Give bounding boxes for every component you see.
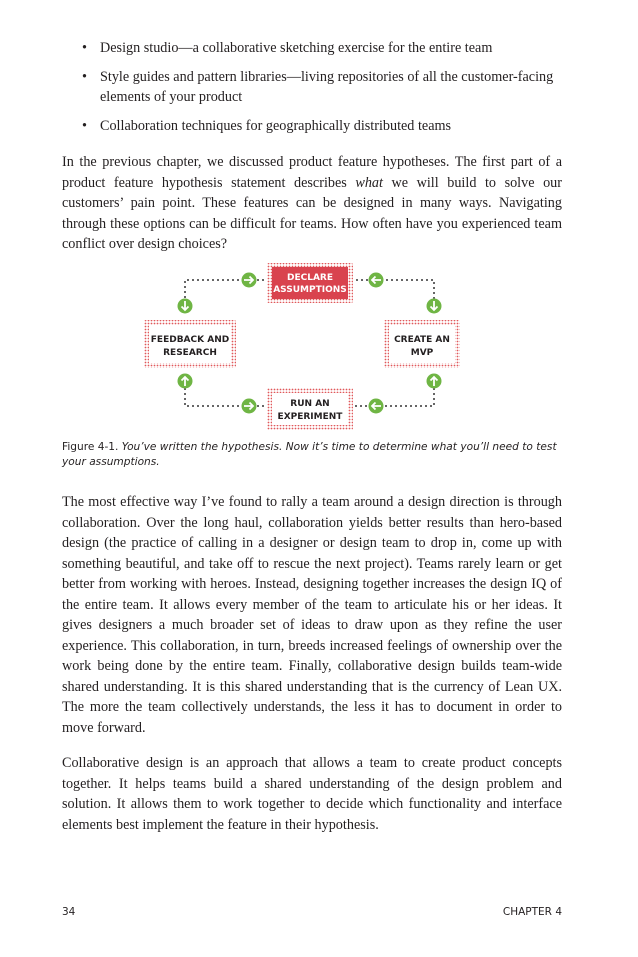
bullet-item	[62, 116, 562, 137]
paragraph-text: Collaborative design is an approach that allows a team to create product concepts together. It helps teams build a shared understanding of the design problem and solution. It allows them to work together to decide which functionality and interface elements best implement the feature in their hypothesis.	[62, 755, 562, 833]
create-line-2: MVP	[410, 348, 434, 358]
intro-text-start: In the previous chapter, we discussed product feature hypotheses. The first part of a product feature hypothesis statement describes	[62, 154, 562, 191]
bullet-text: Design studio—a collaborative sketching exercise for the entire team	[100, 40, 493, 56]
run-line-2: EXPERIMENT	[277, 412, 343, 422]
declare-line-1: DECLARE	[286, 273, 334, 283]
intro-emphasis: what	[355, 174, 383, 191]
arrow-up-icon	[178, 374, 193, 389]
arrow-left-icon	[369, 273, 384, 288]
figure-caption	[62, 440, 562, 470]
bullet-text: Style guides and pattern libraries—living repositories of all the customer-facing elements of your product	[100, 68, 554, 105]
feedback-line-2: RESEARCH	[163, 348, 217, 358]
collaboration-paragraph	[62, 492, 562, 738]
arrow-up-icon	[427, 374, 442, 389]
declare-line-2: ASSUMPTIONS	[273, 285, 347, 295]
create-line-1: CREATE AN	[394, 335, 450, 345]
bullet-item	[62, 38, 562, 59]
collaborative-design-paragraph	[62, 753, 562, 835]
arrow-right-icon	[242, 399, 257, 414]
intro-text-end: we will build to solve our customers’ pain point. These features can be designed in many ways. Navigating through these options can be difficult for teams. How often have you experienced team conflict over design choices?	[62, 174, 562, 252]
arrow-right-icon	[242, 273, 257, 288]
bullet-dot: •	[82, 40, 87, 56]
caption-label: Figure 4-1.	[62, 441, 119, 453]
chapter-label: CHAPTER 4	[502, 906, 562, 918]
arrow-down-icon	[178, 299, 193, 314]
run-line-1: RUN AN	[290, 399, 330, 409]
feedback-research-box	[144, 320, 236, 368]
lean-ux-cycle-figure	[138, 262, 462, 432]
bullet-item	[62, 67, 562, 108]
arrow-left-icon	[369, 399, 384, 414]
feedback-line-1: FEEDBACK AND	[150, 335, 230, 345]
declare-assumptions-box	[267, 263, 353, 303]
paragraph-text: The most effective way I’ve found to rally a team around a design direction is through collaboration. Over the long haul, collaboration yields better results than hero-based design (the practice of calling in a designer or design team to drop in, come up with something beautiful, and take off to rescue the next project). Teams rarely learn or get better from working with heroes. Instead, designing together increases the design IQ of the entire team. It allows every member of the team to articulate his or her ideas. It gives designers a much broader set of ideas to draw upon as they refine the user experience. This collaboration, in turn, breeds increased feelings of ownership over the work being done by the entire team. Finally, collaborative design builds team-wide shared understanding. It is this shared understanding that is the currency of Lean UX. The more the team collectively understands, the less it has to document in order to move forward.	[62, 494, 562, 736]
bullet-text: Collaboration techniques for geographically distributed teams	[100, 117, 452, 134]
caption-text: You’ve written the hypothesis. Now it’s time to determine what you’ll need to test your assumptions.	[62, 441, 557, 468]
bullet-dot: •	[82, 68, 87, 85]
bullet-list	[62, 38, 562, 144]
page-number: 34	[62, 906, 76, 918]
arrow-down-icon	[427, 299, 442, 314]
create-mvp-box	[384, 320, 460, 368]
run-experiment-box	[267, 388, 353, 430]
bullet-dot: •	[82, 117, 87, 134]
intro-paragraph	[62, 152, 562, 255]
